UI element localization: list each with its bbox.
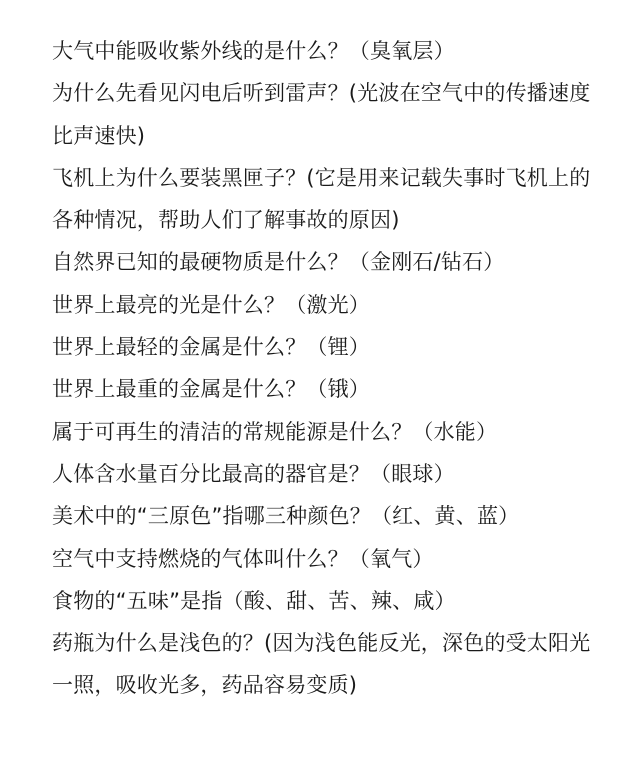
qa-item-renewable-energy: 属于可再生的清洁的常规能源是什么？（水能） [52,419,498,444]
qa-item-lightest-metal: 世界上最轻的金属是什么？（锂） [52,335,370,360]
qa-item-heaviest-metal: 世界上最重的金属是什么？（锇） [52,377,370,402]
qa-list [52,30,610,707]
qa-item-black-box: 飞机上为什么要装黑匣子？(它是用来记载失事时飞机上的各种情况，帮助人们了解事故的原因) [52,165,591,233]
qa-item-lightning-thunder: 为什么先看见闪电后听到雷声？(光波在空气中的传播速度比声速快) [52,81,591,148]
qa-item-primary-colors: 美术中的“三原色”指哪三种颜色？（红、黄、蓝） [52,504,520,529]
qa-item-hardest-material: 自然界已知的最硬物质是什么？（金刚石/钻石） [52,250,505,275]
qa-item-medicine-bottle: 药瓶为什么是浅色的？(因为浅色能反光，深色的受太阳光一照，吸收光多，药品容易变质) [52,631,591,698]
qa-item-brightest-light: 世界上最亮的光是什么？（激光） [52,292,370,317]
qa-item-five-flavors: 食物的“五味”是指（酸、甜、苦、辣、咸） [52,588,456,613]
qa-item-combustion-gas: 空气中支持燃烧的气体叫什么？（氧气） [52,546,434,571]
qa-item-ozone: 大气中能吸收紫外线的是什么？（臭氧层） [52,39,455,63]
qa-item-water-content-organ: 人体含水量百分比最高的器官是？（眼球） [52,461,455,486]
